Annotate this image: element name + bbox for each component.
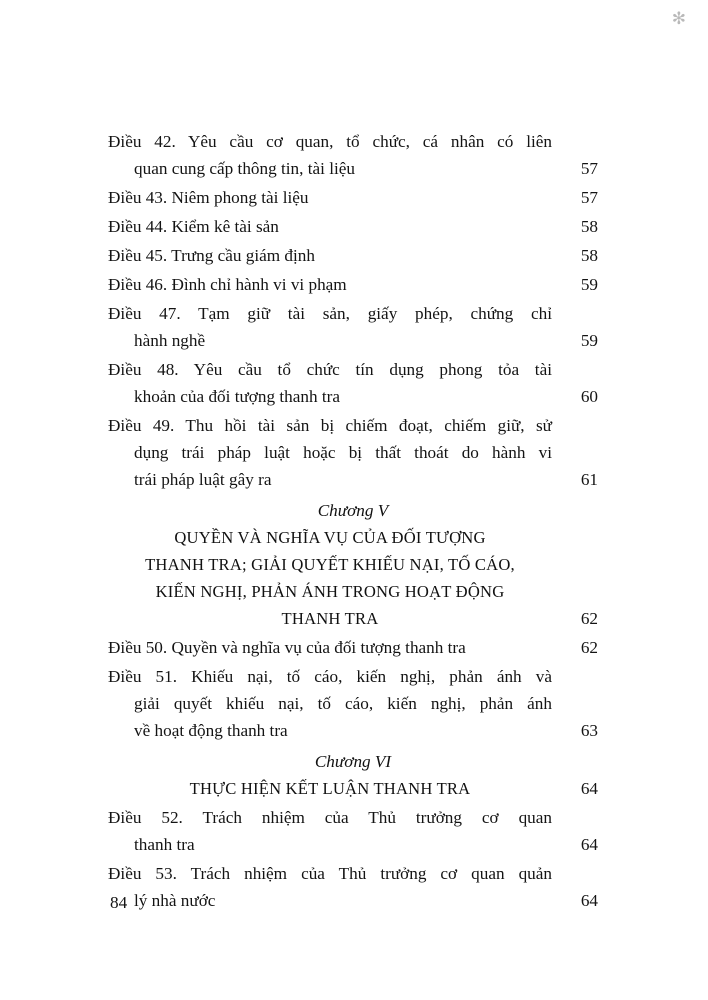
toc-entry-line2: giải quyết khiếu nại, tố cáo, kiến nghị, phản ánh (134, 694, 552, 713)
toc-entry-page: 64 (580, 835, 598, 854)
toc-entry-text (108, 128, 564, 182)
toc-entry-line1: Điều 42. Yêu cầu cơ quan, tổ chức, cá nhân có liên (108, 132, 552, 151)
toc-entry-text (108, 271, 564, 298)
table-of-contents (108, 128, 598, 916)
toc-entry-line1: Điều 48. Yêu cầu tổ chức tín dụng phong tỏa tài (108, 360, 552, 379)
chapter-title-line: THANH TRA (281, 609, 379, 628)
toc-entry-text (108, 300, 564, 354)
flower-ornament-icon: ✻ (671, 9, 686, 28)
toc-entry-page: 57 (580, 159, 598, 178)
toc-entry-text (108, 242, 564, 269)
chapter-label: Chương V (317, 501, 389, 520)
toc-entry-page: 58 (580, 217, 598, 236)
toc-entry-page: 63 (580, 721, 598, 740)
toc-entry-line2: thanh tra (134, 835, 195, 854)
chapter-label: Chương VI (314, 752, 392, 771)
toc-entry-page: 64 (580, 891, 598, 910)
chapter-title-line: QUYỀN VÀ NGHĨA VỤ CỦA ĐỐI TƯỢNG (174, 528, 486, 547)
toc-entry-line2: hành nghề (134, 331, 206, 350)
chapter-title-line: THANH TRA; GIẢI QUYẾT KHIẾU NẠI, TỐ CÁO, (145, 555, 515, 574)
toc-entry[interactable] (108, 804, 598, 858)
toc-entry-line1: Điều 47. Tạm giữ tài sản, giấy phép, chứng chỉ (108, 304, 552, 323)
toc-entry-line1: Điều 45. Trưng cầu giám định (108, 246, 315, 265)
toc-entry[interactable] (108, 356, 598, 410)
toc-entry-page: 59 (580, 275, 598, 294)
toc-entry-line3: về hoạt động thanh tra (134, 721, 288, 740)
toc-entry-page: 59 (580, 331, 598, 350)
toc-entry-text (108, 184, 564, 211)
toc-entry-text (108, 213, 564, 240)
toc-entry-line1: Điều 50. Quyền và nghĩa vụ của đối tượng thanh tra (108, 638, 466, 657)
toc-entry-page: 62 (580, 638, 598, 657)
toc-entry-text (108, 356, 564, 410)
toc-entry[interactable] (108, 213, 598, 240)
toc-entry-page: 57 (580, 188, 598, 207)
toc-entry-line1: Điều 53. Trách nhiệm của Thủ trưởng cơ quan quản (108, 864, 552, 883)
toc-entry[interactable] (108, 128, 598, 182)
toc-entry-line1: Điều 43. Niêm phong tài liệu (108, 188, 309, 207)
toc-entry[interactable] (108, 412, 598, 493)
chapter-title-wrap (108, 775, 564, 802)
chapter-title-row[interactable] (108, 524, 598, 632)
chapter-title-line: THỰC HIỆN KẾT LUẬN THANH TRA (189, 779, 471, 798)
toc-entry-line3: trái pháp luật gây ra (134, 470, 272, 489)
toc-entry[interactable] (108, 663, 598, 744)
toc-entry-page: 61 (580, 470, 598, 489)
toc-entry-page: 58 (580, 246, 598, 265)
toc-entry-text (108, 804, 564, 858)
toc-entry-line2: lý nhà nước (134, 891, 216, 910)
toc-entry-line1: Điều 51. Khiếu nại, tố cáo, kiến nghị, phản ánh và (108, 667, 552, 686)
toc-entry-line2: khoản của đối tượng thanh tra (134, 387, 340, 406)
toc-entry-line2: dụng trái pháp luật hoặc bị thất thoát do hành vi (134, 443, 552, 462)
chapter-title-row[interactable] (108, 775, 598, 802)
toc-entry-line1: Điều 46. Đình chỉ hành vi vi phạm (108, 275, 347, 294)
toc-entry[interactable] (108, 242, 598, 269)
toc-entry[interactable] (108, 634, 598, 661)
chapter-heading-v (108, 497, 598, 632)
page-number: 84 (110, 893, 128, 912)
toc-entry-text (108, 412, 564, 493)
chapter-page: 62 (580, 609, 598, 628)
chapter-page: 64 (580, 779, 598, 798)
chapter-title-line: KIẾN NGHỊ, PHẢN ÁNH TRONG HOẠT ĐỘNG (155, 582, 505, 601)
chapter-title-wrap (108, 524, 564, 632)
chapter-heading-vi (108, 748, 598, 802)
toc-entry-text (108, 663, 564, 744)
toc-entry-line1: Điều 44. Kiểm kê tài sản (108, 217, 279, 236)
toc-entry-page: 60 (580, 387, 598, 406)
toc-entry[interactable] (108, 184, 598, 211)
toc-entry[interactable] (108, 300, 598, 354)
toc-entry-text (108, 634, 564, 661)
toc-entry[interactable] (108, 271, 598, 298)
toc-entry-text (108, 860, 564, 914)
toc-entry[interactable] (108, 860, 598, 914)
toc-entry-line1: Điều 52. Trách nhiệm của Thủ trưởng cơ quan (108, 808, 552, 827)
toc-entry-line1: Điều 49. Thu hồi tài sản bị chiếm đoạt, chiếm giữ, sử (108, 416, 552, 435)
toc-entry-line2: quan cung cấp thông tin, tài liệu (134, 159, 355, 178)
